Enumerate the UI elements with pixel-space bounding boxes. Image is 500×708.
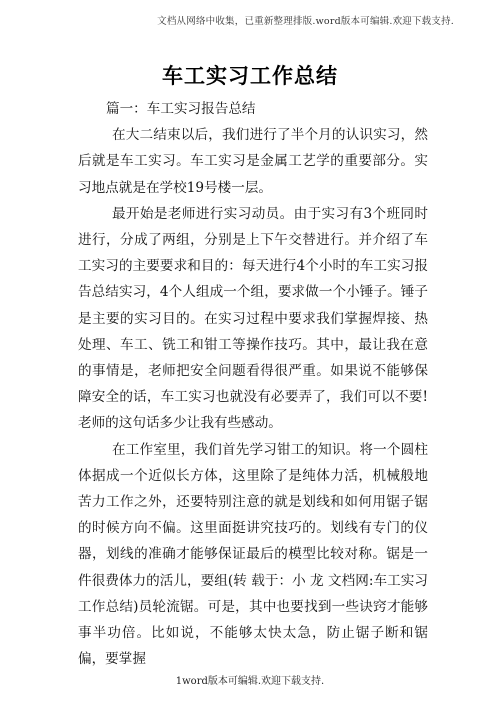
paragraph-3: 在工作室里，我们首先学习钳工的知识。将一个圆柱体据成一个近似长方体，这里除了是纯体力活，机械般地苦力工作之外，还要特别注意的就是划线和如何用锯子锯的时候方向不偏。这里面挺讲究技巧的。划线有专门的仪器，划线的准确才能够保证最后的模型比较对称。锯是一件很费体力的活儿，要组(转 载于：小 龙 文档网:车工实习工作总结)员轮流锯。可是，其中也要找到一些诀窍才能够事半功倍。比如说，不能够太快太急，防止锯子断和锯偏，要掌握	[78, 441, 428, 668]
document-title: 车工实习工作总结	[162, 64, 338, 88]
paragraph-2: 最开始是老师进行实习动员。由于实习有3个班同时进行，分成了两组，分别是上下午交替进行。并介绍了车工实习的主要要求和目的：每天进行4个小时的车工实习报告总结实习，4个人组成一个组，要求做一个小锤子。锤子是主要的实习目的。在实习过程中要求我们掌握焊接、热处理、车工、铣工和钳工等操作技巧。其中，最让我在意的事情是，老师把安全问题看得很严重。如果说不能够保障安全的话，车工实习也就没有必要弄了，我们可以不要!老师的这句话多少让我有些感动。	[78, 205, 428, 432]
header-note: 文档从网络中收集，已重新整理排版.word版本可编辑.欢迎下载支持.	[157, 16, 454, 27]
section-subtitle: 篇一：车工实习报告总结	[106, 101, 256, 117]
paragraph-1: 在大二结束以后，我们进行了半个月的认识实习，然后就是车工实习。车工实习是金属工艺学的重要部分。实习地点就是在学校19号楼一层。	[78, 127, 428, 196]
footer-note: 1word版本可编辑.欢迎下载支持.	[175, 676, 325, 687]
document-body	[78, 96, 428, 672]
